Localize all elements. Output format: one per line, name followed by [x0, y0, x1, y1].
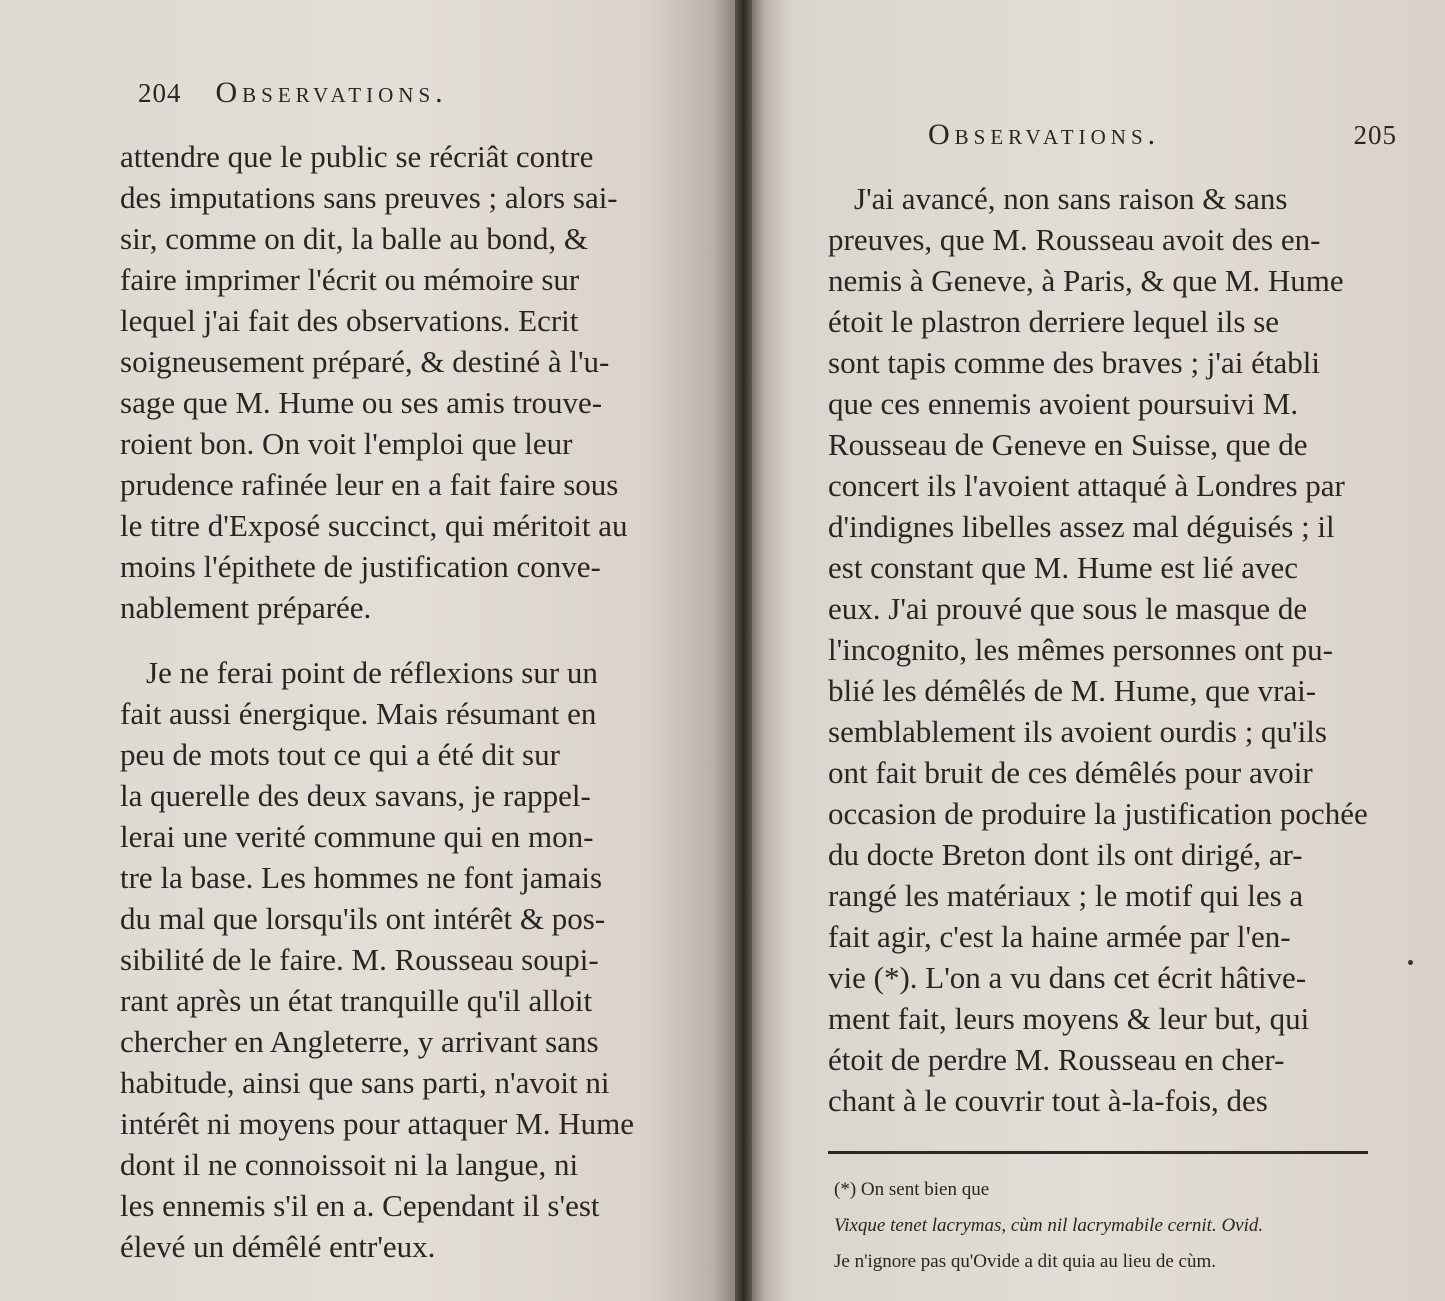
- text-line: vie (*). L'on a vu dans cet écrit hâtive-: [828, 960, 1307, 995]
- text-line: J'ai avancé, non sans raison & sans: [854, 181, 1288, 216]
- text-line: fait agir, c'est la haine armée par l'en-: [828, 919, 1291, 954]
- book-gutter: [735, 0, 752, 1301]
- text-line: occasion de produire la justification pochée: [828, 796, 1368, 831]
- text-line: le titre d'Exposé succinct, qui méritoit au: [120, 508, 628, 543]
- text-line: sir, comme on dit, la balle au bond, &: [120, 221, 588, 256]
- text-line: d'indignes libelles assez mal déguisés ; il: [828, 509, 1335, 544]
- text-line: nemis à Geneve, à Paris, & que M. Hume: [828, 263, 1344, 298]
- text-line: que ces ennemis avoient poursuivi M.: [828, 386, 1299, 421]
- text-line: semblablement ils avoient ourdis ; qu'ils: [828, 714, 1327, 749]
- text-line: eux. J'ai prouvé que sous le masque de: [828, 591, 1308, 626]
- text-line: dont il ne connoissoit ni la langue, ni: [120, 1147, 579, 1182]
- text-line: Je ne ferai point de réflexions sur un: [146, 655, 598, 690]
- text-line: attendre que le public se récriât contre: [120, 139, 594, 174]
- right-page-number: 205: [1353, 120, 1397, 150]
- text-line: chercher en Angleterre, y arrivant sans: [120, 1024, 599, 1059]
- text-line: l'incognito, les mêmes personnes ont pu-: [828, 632, 1333, 667]
- text-line: peu de mots tout ce qui a été dit sur: [120, 737, 560, 772]
- text-line: est constant que M. Hume est lié avec: [828, 550, 1299, 585]
- text-line: du mal que lorsqu'ils ont intérêt & pos-: [120, 901, 606, 936]
- left-page-number: 204: [138, 78, 182, 108]
- right-page: [752, 0, 1445, 1301]
- text-line: chant à le couvrir tout à-la-fois, des: [828, 1083, 1268, 1118]
- right-page-text: [828, 178, 1403, 1121]
- text-line: preuves, que M. Rousseau avoit des en-: [828, 222, 1321, 257]
- right-page-header: [828, 118, 1403, 178]
- footnotes: [828, 1172, 1403, 1280]
- text-line: du docte Breton dont ils ont dirigé, ar-: [828, 837, 1303, 872]
- text-line: soigneusement préparé, & destiné à l'u-: [120, 344, 610, 379]
- right-running-title: Observations.: [928, 118, 1161, 151]
- text-line: prudence rafinée leur en a fait faire sous: [120, 467, 619, 502]
- text-line: rangé les matériaux ; le motif qui les a: [828, 878, 1304, 913]
- text-line: fait aussi énergique. Mais résumant en: [120, 696, 597, 731]
- text-line: nablement préparée.: [120, 590, 372, 625]
- text-line: les ennemis s'il en a. Cependant il s'est: [120, 1188, 600, 1223]
- text-line: étoit de perdre M. Rousseau en cher-: [828, 1042, 1285, 1077]
- footnote-line: Je n'ignore pas qu'Ovide a dit quia au lieu de cùm.: [834, 1251, 1216, 1272]
- text-line: tre la base. Les hommes ne font jamais: [120, 860, 603, 895]
- text-line: Rousseau de Geneve en Suisse, que de: [828, 427, 1308, 462]
- left-page-text: [120, 136, 695, 1267]
- text-line: étoit le plastron derriere lequel ils se: [828, 304, 1280, 339]
- text-line: moins l'épithete de justification conve-: [120, 549, 601, 584]
- text-line: rant après un état tranquille qu'il alloit: [120, 983, 593, 1018]
- text-line: ont fait bruit de ces démêlés pour avoir: [828, 755, 1313, 790]
- text-line: des imputations sans preuves ; alors sai-: [120, 180, 618, 215]
- text-line: faire imprimer l'écrit ou mémoire sur: [120, 262, 580, 297]
- text-line: sont tapis comme des braves ; j'ai établi: [828, 345, 1320, 380]
- text-line: sibilité de le faire. M. Rousseau soupi-: [120, 942, 599, 977]
- left-page-header: [120, 76, 695, 136]
- left-running-title: Observations.: [215, 76, 448, 109]
- text-line: intérêt ni moyens pour attaquer M. Hume: [120, 1106, 634, 1141]
- text-line: lequel j'ai fait des observations. Ecrit: [120, 303, 579, 338]
- footnote-line: (*) On sent bien que: [834, 1179, 990, 1200]
- margin-mark: [1408, 960, 1413, 965]
- text-line: lerai une verité commune qui en mon-: [120, 819, 594, 854]
- text-line: roient bon. On voit l'emploi que leur: [120, 426, 573, 461]
- text-line: blié les démêlés de M. Hume, que vrai-: [828, 673, 1317, 708]
- text-line: habitude, ainsi que sans parti, n'avoit ni: [120, 1065, 610, 1100]
- footnote-rule: [828, 1151, 1368, 1154]
- text-line: concert ils l'avoient attaqué à Londres par: [828, 468, 1345, 503]
- text-line: ment fait, leurs moyens & leur but, qui: [828, 1001, 1310, 1036]
- text-line: sage que M. Hume ou ses amis trouve-: [120, 385, 603, 420]
- footnote-line: Vixque tenet lacrymas, cùm nil lacrymabile cernit. Ovid.: [834, 1215, 1264, 1236]
- text-line: élevé un démêlé entr'eux.: [120, 1229, 436, 1264]
- text-line: la querelle des deux savans, je rappel-: [120, 778, 591, 813]
